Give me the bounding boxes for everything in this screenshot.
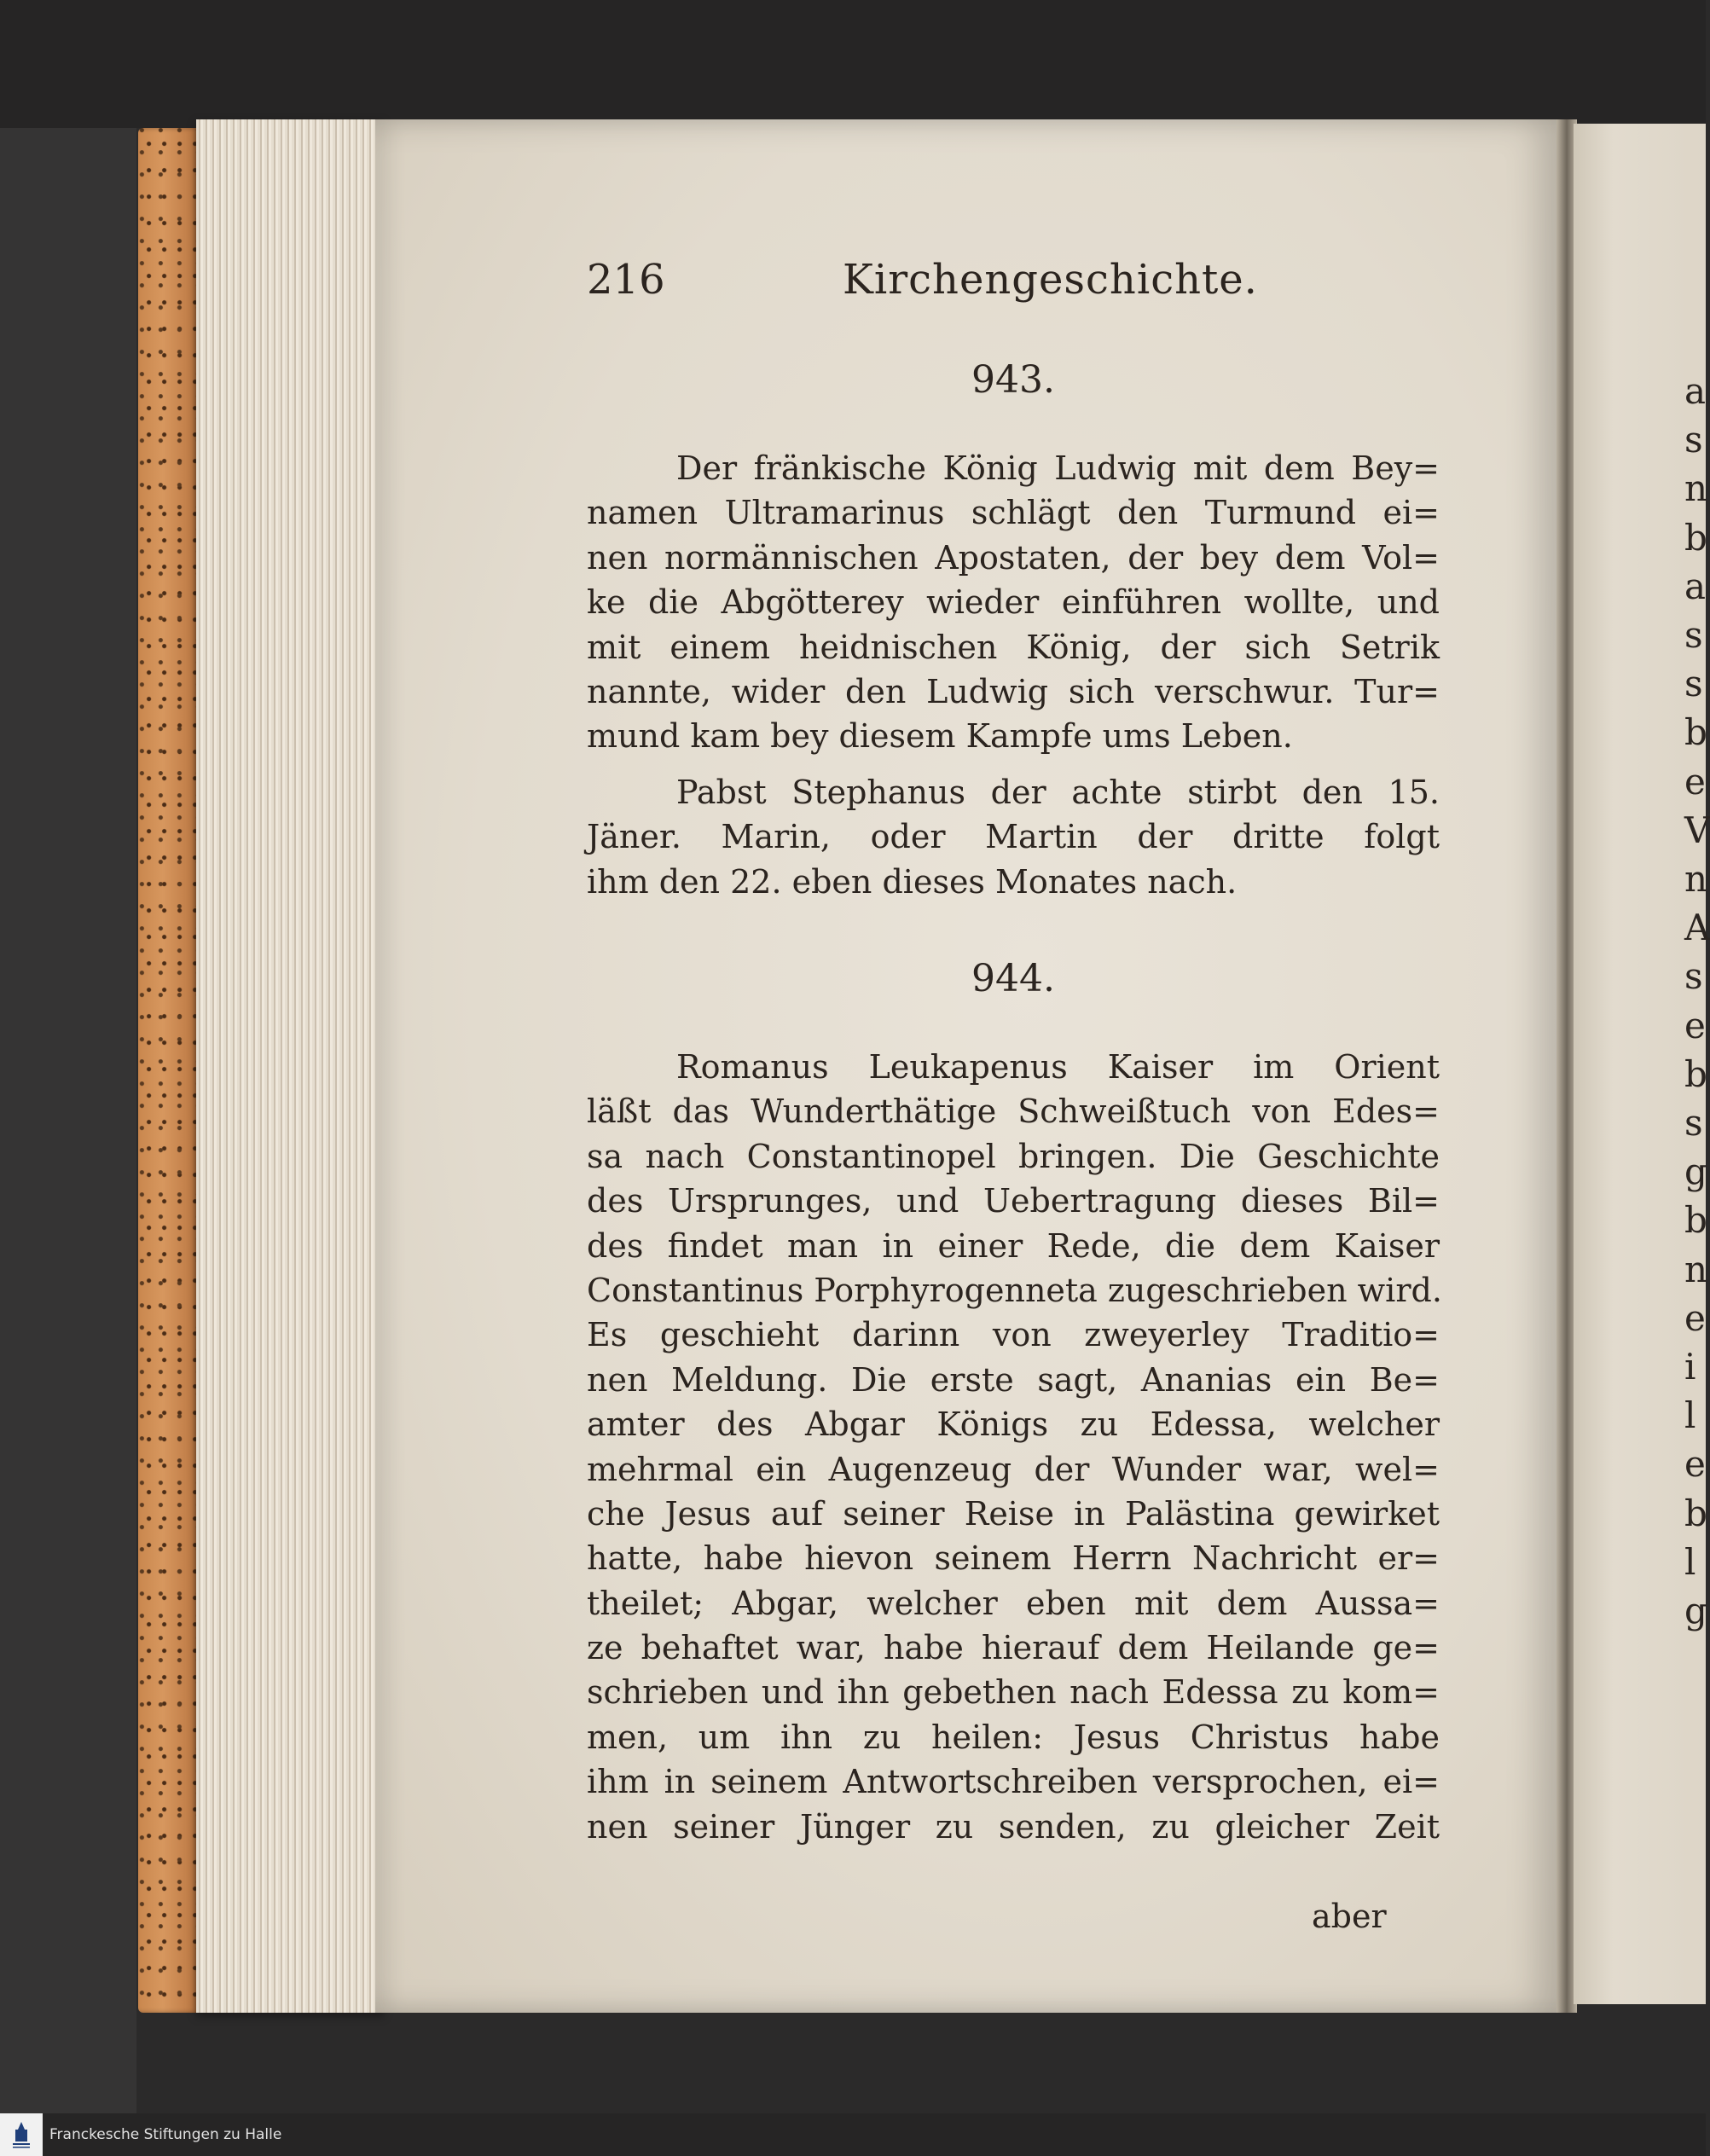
text-line: Der fränkische König Ludwig mit dem Bey= bbox=[676, 449, 1440, 487]
text-line: mehrmal ein Augenzeug der Wunder war, wel= bbox=[587, 1450, 1440, 1488]
text-line: des findet man in einer Rede, die dem Kaiser bbox=[587, 1226, 1440, 1265]
facing-page-letter: s bbox=[1684, 955, 1703, 998]
paragraph bbox=[587, 1045, 1440, 1849]
text-line: che Jesus auf seiner Reise in Palästina gewirket bbox=[587, 1494, 1440, 1533]
facing-page-letter: l bbox=[1684, 1394, 1696, 1437]
facing-page-letter: s bbox=[1684, 419, 1703, 461]
facing-page-letter: e bbox=[1684, 760, 1706, 803]
paragraph bbox=[587, 446, 1440, 759]
facing-page-letter: g bbox=[1684, 1590, 1707, 1632]
facing-page-letter: n bbox=[1684, 1248, 1708, 1290]
text-line: sa nach Constantinopel bringen. Die Geschichte bbox=[587, 1137, 1440, 1175]
facing-page-letter: e bbox=[1684, 1296, 1706, 1339]
text-line: läßt das Wunderthätige Schweißtuch von Edes= bbox=[587, 1092, 1440, 1131]
paragraph bbox=[587, 770, 1440, 904]
text-line: des Ursprunges, und Uebertragung dieses Bil= bbox=[587, 1182, 1440, 1220]
facing-page-letter: l bbox=[1684, 1540, 1696, 1583]
institution-name: Franckesche Stiftungen zu Halle bbox=[49, 2126, 282, 2143]
facing-page-letter: s bbox=[1684, 614, 1703, 657]
text-line: nannte, wider den Ludwig sich verschwur. Tur= bbox=[587, 672, 1440, 710]
text-line: nen seiner Jünger zu senden, zu gleicher Zeit bbox=[587, 1807, 1440, 1846]
text-line: ke die Abgötterey wieder einführen wollte, und bbox=[587, 583, 1440, 622]
facing-page-letter: n bbox=[1684, 467, 1708, 510]
text-line: ihm den 22. eben dieses Monates nach. bbox=[587, 862, 1238, 901]
facing-page-letter: a bbox=[1684, 370, 1707, 412]
facing-page-letter: e bbox=[1684, 1443, 1706, 1486]
text-line: ihm in seinem Antwortschreiben versprochen, ei= bbox=[587, 1763, 1440, 1801]
text-line: Pabst Stephanus der achte stirbt den 15. bbox=[676, 774, 1440, 811]
text-line: Constantinus Porphyrogenneta zugeschrieben wird. bbox=[587, 1271, 1442, 1309]
section-year-944: 944. bbox=[971, 957, 1055, 1000]
facing-page-letter: s bbox=[1684, 663, 1703, 705]
text-line: nen normännischen Apostaten, der bey dem Vol= bbox=[587, 538, 1440, 577]
text-line: Romanus Leukapenus Kaiser im Orient bbox=[676, 1048, 1440, 1086]
text-line: hatte, habe hievon seinem Herrn Nachricht er= bbox=[587, 1539, 1440, 1578]
backdrop bbox=[0, 0, 136, 2113]
facing-page-letter: A bbox=[1684, 907, 1710, 949]
facing-page-letter: b bbox=[1684, 1492, 1707, 1534]
book-cover-edge bbox=[138, 128, 200, 2013]
backdrop-top bbox=[0, 0, 1706, 128]
text-line: theilet; Abgar, welcher eben mit dem Aussa= bbox=[587, 1584, 1440, 1622]
section-year-943: 943. bbox=[971, 358, 1055, 402]
text-line: nen Meldung. Die erste sagt, Ananias ein Be= bbox=[587, 1360, 1440, 1399]
facing-page-letter: i bbox=[1684, 1346, 1696, 1388]
facing-page-letter: a bbox=[1684, 565, 1707, 607]
facing-page-letter: b bbox=[1684, 711, 1707, 754]
running-head bbox=[587, 256, 1440, 324]
footer-bar bbox=[0, 2113, 1706, 2156]
page-stack-edge bbox=[196, 119, 384, 2013]
facing-page-text bbox=[1684, 367, 1710, 1635]
running-title: Kirchengeschichte. bbox=[843, 256, 1258, 304]
facing-page-letter: V bbox=[1684, 808, 1710, 851]
institution-logo-icon bbox=[0, 2113, 43, 2156]
facing-page-letter: e bbox=[1684, 1004, 1706, 1046]
facing-page-letter: b bbox=[1684, 516, 1707, 559]
facing-page-letter: s bbox=[1684, 1102, 1703, 1145]
text-line: mund kam bey diesem Kampfe ums Leben. bbox=[587, 717, 1293, 756]
text-line: mit einem heidnischen König, der sich Setrik bbox=[587, 628, 1440, 666]
page-number: 216 bbox=[587, 256, 665, 304]
text-line: namen Ultramarinus schlägt den Turmund ei= bbox=[587, 494, 1440, 532]
text-line: Es geschieht darinn von zweyerley Traditio= bbox=[587, 1316, 1440, 1354]
facing-page-letter: g bbox=[1684, 1150, 1707, 1193]
text-line: ze behaftet war, habe hierauf dem Heilande ge= bbox=[587, 1629, 1440, 1667]
text-line: men, um ihn zu heilen: Jesus Christus habe bbox=[587, 1718, 1440, 1756]
text-line: Jäner. Marin, oder Martin der dritte folgt bbox=[587, 818, 1440, 856]
text-line: schrieben und ihn gebethen nach Edessa zu kom= bbox=[587, 1673, 1440, 1712]
facing-page-letter: n bbox=[1684, 858, 1708, 901]
text-line: amter des Abgar Königs zu Edessa, welcher bbox=[587, 1405, 1440, 1444]
catchword: aber bbox=[1312, 1898, 1387, 1935]
facing-page-letter: b bbox=[1684, 1199, 1707, 1242]
facing-page-letter: b bbox=[1684, 1052, 1707, 1095]
